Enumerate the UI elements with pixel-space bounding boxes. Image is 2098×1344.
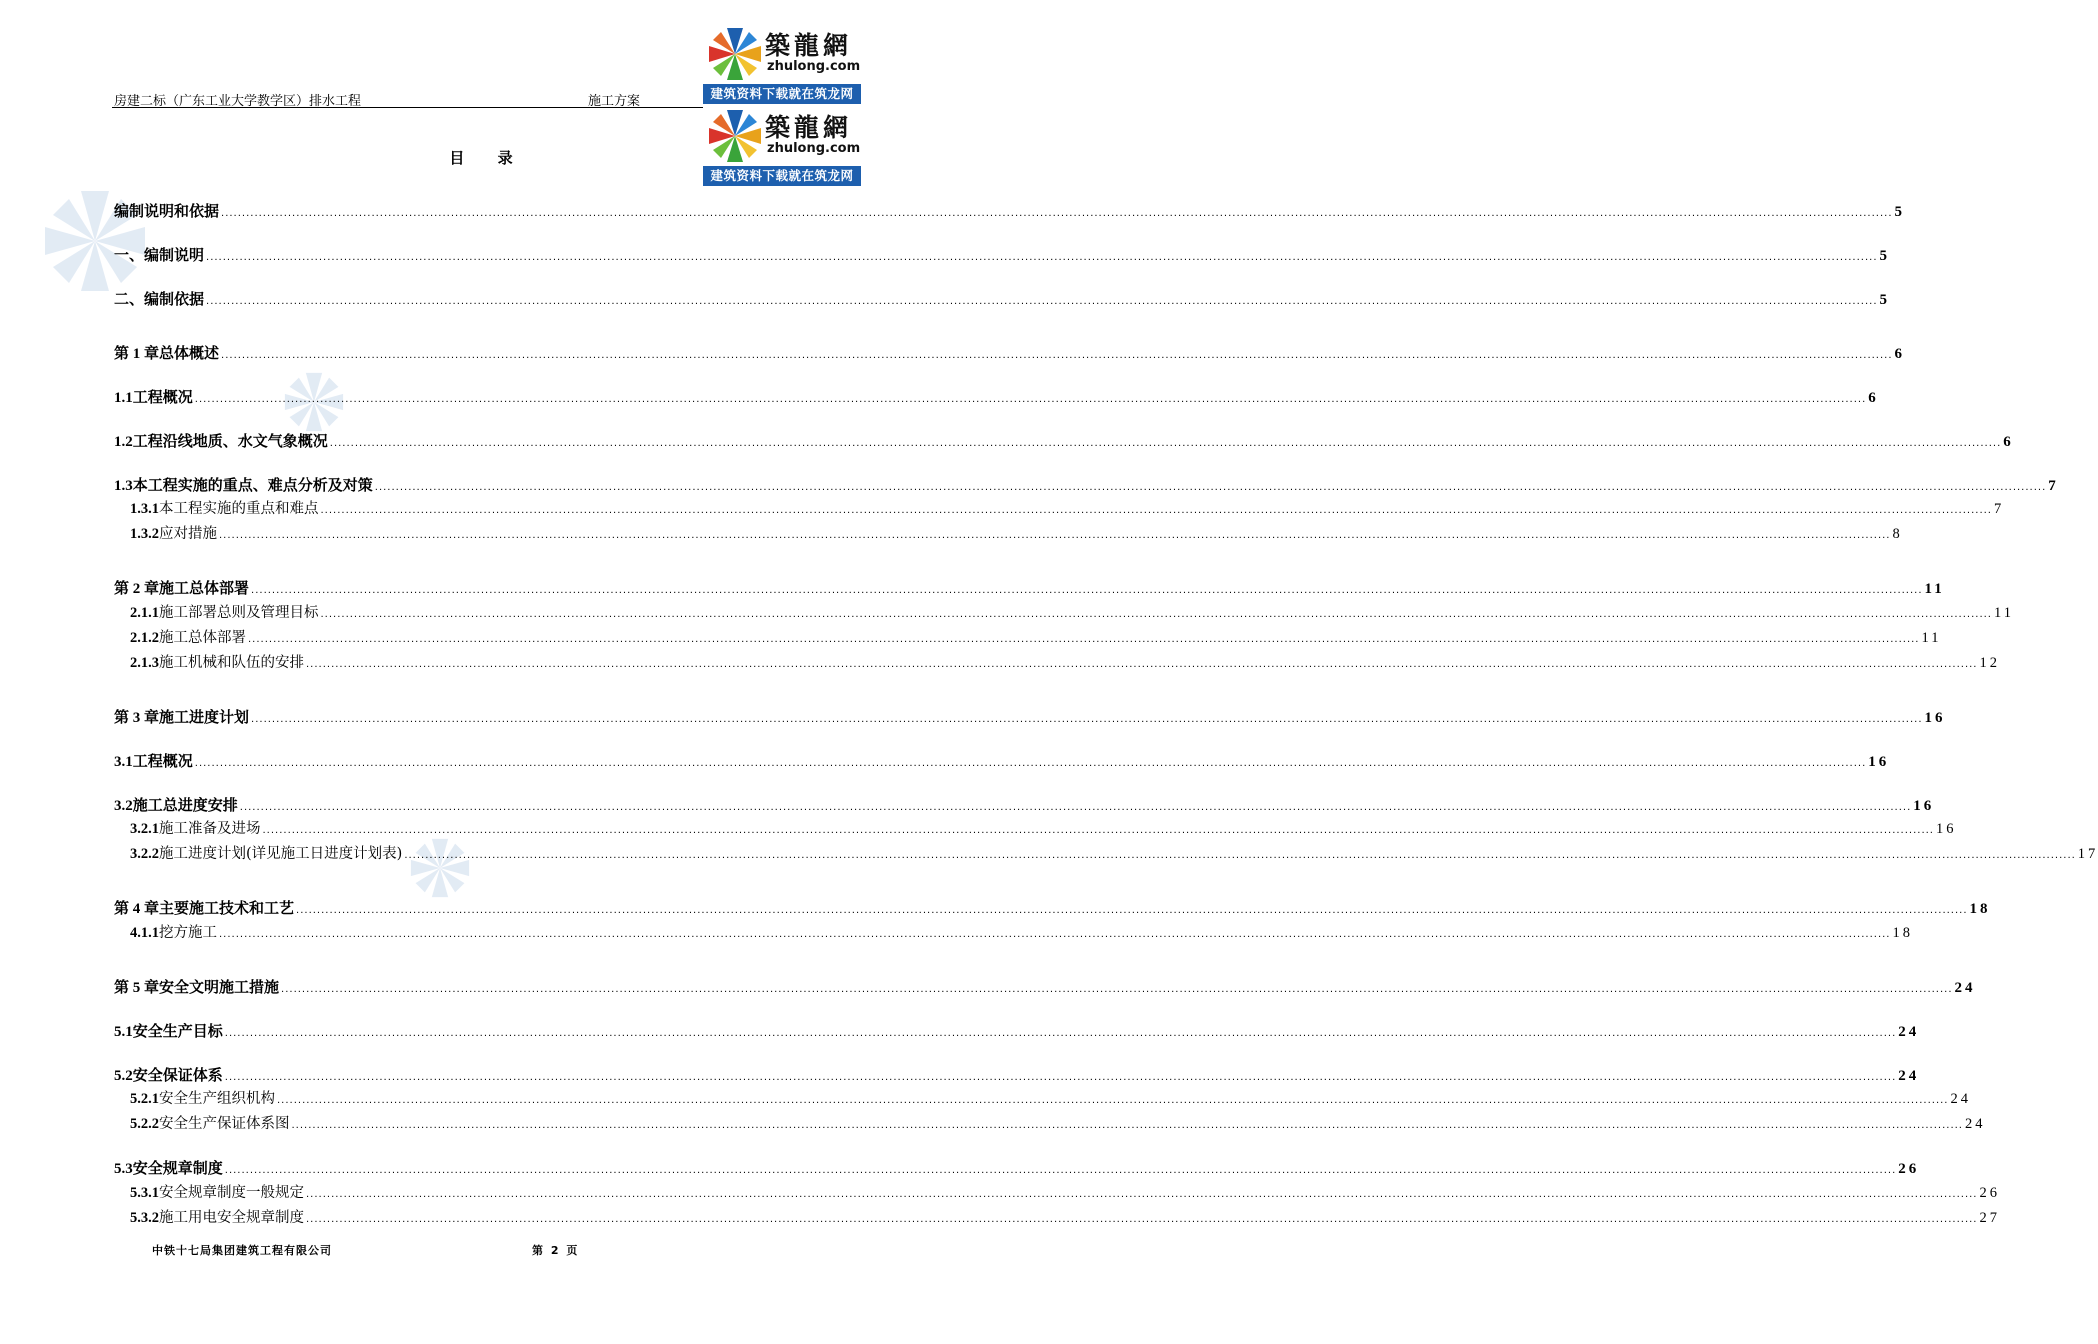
toc-entry-page: 5 [1879, 248, 1890, 264]
toc-entry-page: 12 [1979, 655, 2000, 671]
toc-entry-number: 第 1 章 [114, 346, 160, 362]
logo-slogan: 建筑资料下载就在筑龙网 [703, 166, 861, 186]
toc-entry-number: 5.3.1 [130, 1185, 159, 1201]
toc-entry-number: 第 3 章 [114, 710, 160, 726]
toc-leader-dots: ................................................................................................................................................................................................................................................................................................................................................................................................................ [194, 394, 1867, 405]
toc-leader-dots: ................................................................................................................................................................................................................................................................................................................................................................................................................ [251, 714, 1923, 725]
toc-title: 目 录 [449, 149, 527, 167]
toc-entry[interactable] [130, 820, 1957, 840]
toc-leader-dots: ................................................................................................................................................................................................................................................................................................................................................................................................................ [277, 1095, 1949, 1106]
toc-entry-label: 总体概述 [159, 344, 220, 362]
toc-entry-label: 安全生产保证体系图 [159, 1116, 290, 1132]
toc-entry-page: 24 [1964, 1116, 1986, 1132]
toc-entry-label: 安全生产目标 [132, 1022, 223, 1040]
toc-entry-label: 挖方施工 [159, 925, 217, 941]
toc-entry-number: 第 4 章 [114, 901, 160, 917]
toc-entry-page: 16 [1935, 821, 1957, 837]
toc-entry[interactable] [114, 708, 1946, 729]
toc-entry-number: 3.2.1 [130, 821, 159, 837]
toc-entry-number: 3.1 [114, 754, 133, 770]
toc-entry-label: 主要施工技术和工艺 [159, 899, 295, 917]
toc-entry-page: 8 [1892, 526, 1903, 542]
toc-entry-label: 施工总体部署 [159, 579, 250, 597]
toc-entry-label: 安全生产组织机构 [159, 1091, 275, 1107]
toc-entry-number: 2.1.3 [130, 655, 159, 671]
header-rule [112, 107, 704, 108]
toc-entry[interactable] [114, 1159, 1920, 1180]
toc-entry[interactable] [114, 1022, 1920, 1043]
toc-entry-label: 应对措施 [159, 526, 217, 542]
toc-leader-dots: ................................................................................................................................................................................................................................................................................................................................................................................................................ [224, 1072, 1897, 1083]
toc-leader-dots: ................................................................................................................................................................................................................................................................................................................................................................................................................ [206, 252, 1878, 263]
logo-brand-en: zhulong.com [767, 59, 861, 74]
toc-entry-label: 本工程实施的重点、难点分析及对策 [132, 476, 373, 494]
toc-entry-page: 11 [1921, 630, 1942, 646]
toc-entry-number: 5.2.2 [130, 1116, 159, 1132]
toc-entry[interactable] [114, 899, 1991, 920]
toc-entry[interactable] [114, 796, 1935, 817]
logo-slogan: 建筑资料下载就在筑龙网 [703, 84, 861, 104]
toc-entry-number: 第 5 章 [114, 980, 160, 996]
toc-entry-number: 5.1 [114, 1024, 133, 1040]
zhulong-logo-secondary [703, 104, 861, 186]
toc-entry-label: 本工程实施的重点和难点 [159, 501, 319, 517]
toc-entry-page: 5 [1894, 204, 1905, 220]
footer-page-number: 第 2 页 [532, 1244, 580, 1257]
toc-entry-label: 编制说明和依据 [114, 202, 220, 220]
toc-entry[interactable] [130, 654, 2000, 674]
toc-entry-page: 26 [1898, 1161, 1920, 1177]
toc-entry[interactable] [114, 579, 1945, 600]
toc-entry-number: 5.2.1 [130, 1091, 159, 1107]
toc-entry-label: 施工总体部署 [159, 630, 246, 646]
toc-entry-label: 一、编制说明 [114, 246, 205, 264]
toc-leader-dots: ................................................................................................................................................................................................................................................................................................................................................................................................................ [306, 1214, 1978, 1225]
toc-entry[interactable] [130, 604, 2014, 624]
toc-entry[interactable] [114, 978, 1976, 999]
toc-entry-page: 6 [1894, 346, 1906, 362]
toc-entry-number: 3.2.2 [130, 846, 159, 862]
toc-entry[interactable] [130, 1184, 2000, 1204]
toc-entry-label: 施工用电安全规章制度 [159, 1210, 304, 1226]
toc-leader-dots: ................................................................................................................................................................................................................................................................................................................................................................................................................ [219, 929, 1891, 940]
toc-entry-number: 2.1.1 [130, 605, 159, 621]
toc-entry[interactable] [130, 629, 1942, 649]
toc-entry-page: 24 [1950, 1091, 1971, 1107]
toc-entry-number: 4.1.1 [130, 925, 159, 941]
toc-entry[interactable] [130, 845, 2098, 865]
toc-entry-number: 3.2 [114, 798, 133, 814]
toc-entry[interactable] [130, 525, 1903, 545]
toc-leader-dots: ................................................................................................................................................................................................................................................................................................................................................................................................................ [404, 850, 2076, 861]
toc-entry[interactable] [114, 476, 2059, 497]
toc-entry-number: 1.3.1 [130, 501, 159, 517]
toc-entry-page: 7 [1993, 501, 2005, 517]
toc-entry[interactable] [130, 500, 2005, 520]
header-doc-type: 施工方案 [588, 94, 641, 109]
toc-entry-number: 2.1.2 [130, 630, 159, 646]
toc-leader-dots: ................................................................................................................................................................................................................................................................................................................................................................................................................ [374, 482, 2047, 493]
toc-leader-dots: ................................................................................................................................................................................................................................................................................................................................................................................................................ [248, 634, 1920, 645]
logo-brand-cn: 築龍網 [765, 31, 853, 60]
logo-brand-en: zhulong.com [767, 141, 861, 156]
toc-entry[interactable] [130, 1209, 2000, 1229]
toc-entry-label: 二、编制依据 [114, 290, 205, 308]
toc-leader-dots: ................................................................................................................................................................................................................................................................................................................................................................................................................ [306, 659, 1978, 670]
zhulong-logo [703, 22, 861, 104]
toc-entry-page: 18 [1892, 925, 1913, 941]
toc-leader-dots: ................................................................................................................................................................................................................................................................................................................................................................................................................ [320, 505, 1992, 516]
toc-entry-page: 11 [1924, 581, 1945, 597]
toc-leader-dots: ................................................................................................................................................................................................................................................................................................................................................................................................................ [329, 438, 2002, 449]
toc-entry-page: 24 [1898, 1068, 1920, 1084]
toc-entry[interactable] [114, 246, 1890, 267]
toc-entry[interactable] [114, 752, 1890, 773]
toc-entry[interactable] [114, 388, 1879, 409]
toc-entry-label: 工程沿线地质、水文气象概况 [132, 432, 328, 450]
toc-entry-label: 施工机械和队伍的安排 [159, 655, 304, 671]
toc-entry[interactable] [130, 1090, 1971, 1110]
toc-entry-label: 安全文明施工措施 [159, 978, 280, 996]
toc-entry-label: 安全保证体系 [132, 1066, 223, 1084]
toc-entry-label: 工程概况 [132, 388, 193, 406]
toc-entry-page: 6 [2003, 434, 2014, 450]
toc-entry-number: 1.3 [114, 478, 133, 494]
toc-entry-page: 11 [1993, 605, 2014, 621]
toc-entry-label: 施工进度计划 [159, 708, 250, 726]
toc-entry[interactable] [114, 290, 1890, 311]
toc-entry-page: 24 [1954, 980, 1976, 996]
toc-entry-page: 6 [1868, 390, 1879, 406]
toc-leader-dots: ................................................................................................................................................................................................................................................................................................................................................................................................................ [224, 1165, 1897, 1176]
toc-leader-dots: ................................................................................................................................................................................................................................................................................................................................................................................................................ [296, 905, 1968, 916]
toc-entry-page: 16 [1913, 798, 1935, 814]
toc-entry-page: 18 [1969, 901, 1991, 917]
toc-entry-page: 26 [1979, 1185, 2000, 1201]
toc-entry-label: 施工准备及进场 [159, 821, 261, 837]
toc-leader-dots: ................................................................................................................................................................................................................................................................................................................................................................................................................ [291, 1120, 1963, 1131]
toc-entry[interactable] [114, 432, 2014, 453]
toc-leader-dots: ................................................................................................................................................................................................................................................................................................................................................................................................................ [262, 825, 1934, 836]
toc-entry[interactable] [130, 924, 1913, 944]
toc-entry-page: 5 [1879, 292, 1890, 308]
toc-entry[interactable] [114, 202, 1905, 223]
toc-leader-dots: ................................................................................................................................................................................................................................................................................................................................................................................................................ [306, 1189, 1978, 1200]
toc-entry-label: 施工总进度安排 [132, 796, 238, 814]
toc-leader-dots: ................................................................................................................................................................................................................................................................................................................................................................................................................ [251, 585, 1923, 596]
toc-leader-dots: ................................................................................................................................................................................................................................................................................................................................................................................................................ [219, 530, 1891, 541]
toc-leader-dots: ................................................................................................................................................................................................................................................................................................................................................................................................................ [221, 208, 1893, 219]
pinwheel-logo-icon [707, 26, 763, 82]
toc-entry-number: 1.1 [114, 390, 133, 406]
toc-entry-page: 27 [1979, 1210, 2000, 1226]
toc-entry-label: 工程概况 [132, 752, 193, 770]
toc-leader-dots: ................................................................................................................................................................................................................................................................................................................................................................................................................ [320, 609, 1992, 620]
toc-entry-page: 24 [1898, 1024, 1920, 1040]
footer-company: 中铁十七局集团建筑工程有限公司 [152, 1244, 332, 1257]
toc-entry-number: 1.3.2 [130, 526, 159, 542]
toc-leader-dots: ................................................................................................................................................................................................................................................................................................................................................................................................................ [239, 802, 1912, 813]
toc-entry-page: 7 [2048, 478, 2059, 494]
logo-top [703, 22, 861, 84]
toc-entry-page: 16 [1868, 754, 1890, 770]
header-project-title: 房建二标（广东工业大学教学区）排水工程 [114, 94, 362, 109]
toc-entry-number: 5.2 [114, 1068, 133, 1084]
toc-entry-number: 5.3.2 [130, 1210, 159, 1226]
toc-entry-number: 1.2 [114, 434, 133, 450]
toc-entry-label: 安全规章制度 [132, 1159, 223, 1177]
toc-leader-dots: ................................................................................................................................................................................................................................................................................................................................................................................................................ [281, 984, 1953, 995]
toc-entry-page: 17 [2077, 846, 2098, 862]
toc-entry-label: 安全规章制度一般规定 [159, 1185, 304, 1201]
toc-leader-dots: ................................................................................................................................................................................................................................................................................................................................................................................................................ [224, 1028, 1897, 1039]
toc-entry-page: 16 [1924, 710, 1946, 726]
toc-entry-label: 施工进度计划(详见施工日进度计划表) [159, 846, 403, 862]
toc-entry-number: 第 2 章 [114, 581, 160, 597]
toc-entry[interactable] [114, 344, 1906, 365]
toc-entry[interactable] [130, 1115, 1986, 1135]
toc-entry-number: 5.3 [114, 1161, 133, 1177]
toc-leader-dots: ................................................................................................................................................................................................................................................................................................................................................................................................................ [221, 350, 1893, 361]
toc-entry-label: 施工部署总则及管理目标 [159, 605, 319, 621]
toc-leader-dots: ................................................................................................................................................................................................................................................................................................................................................................................................................ [206, 296, 1878, 307]
logo-brand-cn: 築龍網 [765, 113, 853, 142]
toc-leader-dots: ................................................................................................................................................................................................................................................................................................................................................................................................................ [194, 758, 1867, 769]
toc-entry[interactable] [114, 1066, 1920, 1087]
